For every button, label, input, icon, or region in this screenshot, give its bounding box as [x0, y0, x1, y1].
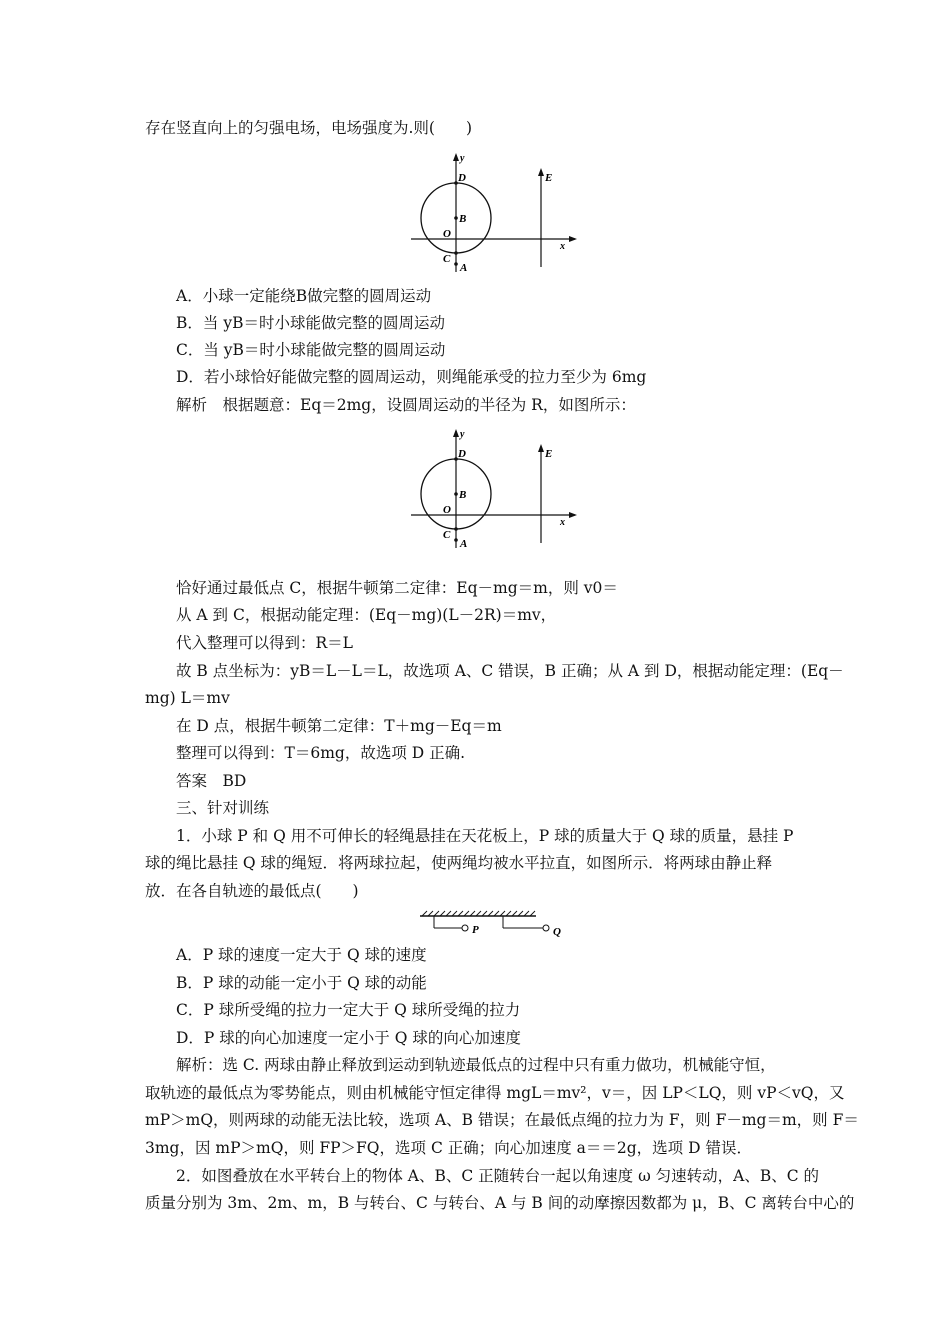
analysis-line: 从 A 到 C，根据动能定理：(Eq－mg)(L－2R)＝mv，	[176, 606, 557, 624]
q1-line: 放．在各自轨迹的最低点( )	[145, 882, 359, 900]
point-d-label: D	[458, 172, 466, 184]
origin-o-label: O	[443, 228, 451, 240]
q2-line: 2．如图叠放在水平转台上的物体 A、B、C 正随转台一起以角速度 ω 匀速转动，A、B、C 的	[176, 1167, 820, 1185]
option-c: C．当 yB＝时小球能做完整的圆周运动	[176, 341, 446, 359]
ball-q-label: Q	[553, 926, 561, 938]
y-axis-label: y	[460, 429, 465, 440]
point-c-label: C	[443, 529, 451, 541]
q1-solution-line: mP＞mQ，则两球的动能无法比较，选项 A、B 错误；在最低点绳的拉力为 F，则 F－mg＝m，则 F＝	[145, 1111, 859, 1129]
q1-option-b: B．P 球的动能一定小于 Q 球的动能	[176, 974, 427, 992]
analysis-line: 整理可以得到：T＝6mg，故选项 D 正确.	[176, 744, 466, 762]
analysis-intro: 解析 根据题意：Eq＝2mg，设圆周运动的半径为 R，如图所示：	[176, 396, 636, 414]
origin-o-label: O	[443, 504, 451, 516]
circle-field-figure-2	[405, 426, 585, 551]
x-axis-label: x	[560, 517, 565, 528]
point-a-label: A	[460, 538, 468, 550]
analysis-line: 故 B 点坐标为：yB＝L－L＝L，故选项 A、C 错误，B 正确；从 A 到 D，根据动能定理：(Eq－	[176, 662, 844, 680]
section-heading: 三、针对训练	[176, 799, 270, 817]
pendulum-figure	[418, 910, 578, 938]
analysis-line: 代入整理可以得到：R＝L	[176, 634, 353, 652]
point-b-label: B	[459, 489, 467, 501]
field-e-label: E	[545, 172, 553, 184]
q1-line: 1．小球 P 和 Q 用不可伸长的轻绳悬挂在天花板上，P 球的质量大于 Q 球的质量，悬挂 P	[176, 827, 794, 845]
option-a: A．小球一定能绕B做完整的圆周运动	[176, 287, 432, 305]
x-axis-label: x	[560, 241, 565, 252]
point-d-label: D	[458, 448, 466, 460]
point-c-label: C	[443, 253, 451, 265]
q1-line: 球的绳比悬挂 Q 球的绳短．将两球拉起，使两绳均被水平拉直，如图所示．将两球由静止释	[145, 854, 773, 872]
ball-p-label: P	[472, 924, 479, 936]
point-b-label: B	[459, 213, 467, 225]
analysis-line: mg) L＝mv	[145, 689, 230, 707]
field-e-label: E	[545, 448, 553, 460]
option-b: B．当 yB＝时小球能做完整的圆周运动	[176, 314, 445, 332]
q1-solution-line: 解析：选 C. 两球由静止释放到运动到轨迹最低点的过程中只有重力做功，机械能守恒，	[176, 1056, 776, 1074]
q1-option-c: C．P 球所受绳的拉力一定大于 Q 球所受绳的拉力	[176, 1001, 521, 1019]
analysis-line: 在 D 点，根据牛顿第二定律：T＋mg－Eq＝m	[176, 717, 502, 735]
point-a-label: A	[460, 262, 468, 274]
analysis-line: 恰好通过最低点 C，根据牛顿第二定律：Eq－mg＝m，则 v0＝	[176, 579, 618, 597]
option-d: D．若小球恰好能做完整的圆周运动，则绳能承受的拉力至少为 6mg	[176, 368, 647, 386]
q2-line: 质量分别为 3m、2m、m，B 与转台、C 与转台、A 与 B 间的动摩擦因数都为 μ，B、C 离转台中心的	[145, 1194, 855, 1212]
intro-line: 存在竖直向上的匀强电场，电场强度为.则( )	[145, 119, 473, 137]
y-axis-label: y	[460, 153, 465, 164]
q1-solution-line: 3mg，因 mP＞mQ，则 FP＞FQ，选项 C 正确；向心加速度 a＝＝2g，选项 D 错误．	[145, 1139, 752, 1157]
answer-line: 答案 BD	[176, 772, 247, 790]
q1-option-d: D．P 球的向心加速度一定小于 Q 球的向心加速度	[176, 1029, 521, 1047]
q1-option-a: A．P 球的速度一定大于 Q 球的速度	[176, 946, 427, 964]
q1-solution-line: 取轨迹的最低点为零势能点，则由机械能守恒定律得 mgL＝mv²，v＝，因 LP＜LQ，则 vP＜vQ，又	[145, 1084, 845, 1102]
circle-field-figure-1	[405, 150, 585, 275]
